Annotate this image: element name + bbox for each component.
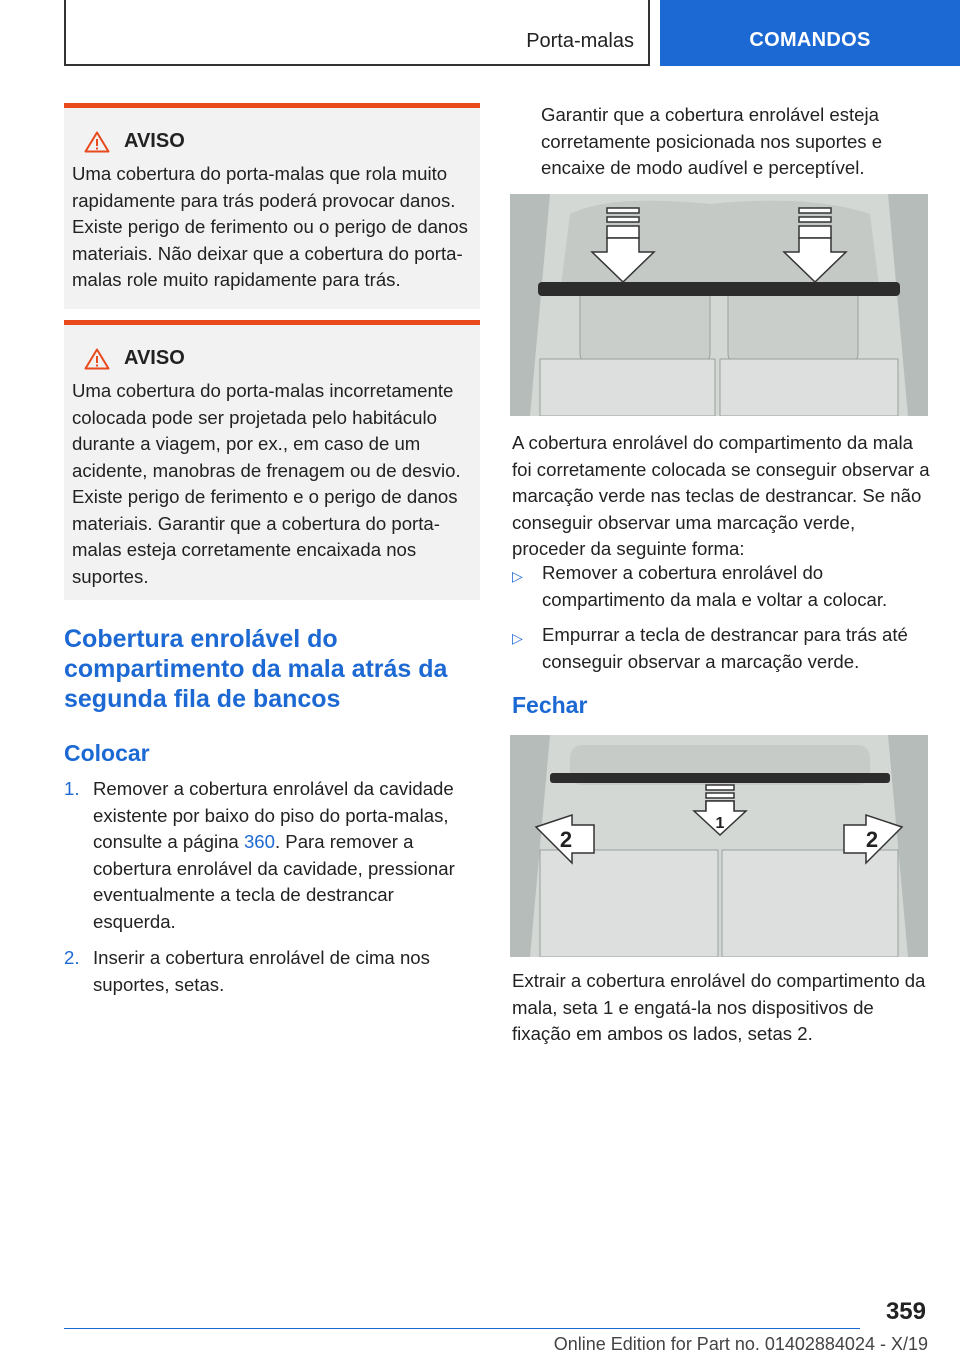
trunk-illustration (510, 735, 928, 957)
warning-triangle-icon (84, 131, 110, 153)
step-text-part: Remover a cobertura enrolável da cavidade existente por baixo do piso do porta-malas, consulte a página (93, 778, 454, 852)
trunk-illustration (510, 194, 928, 416)
header-frame (64, 0, 650, 66)
figure-cover-insert (510, 194, 928, 416)
warning-box-2 (64, 320, 480, 600)
step-text (93, 776, 480, 935)
step-number: 2. (64, 947, 80, 968)
figure-caption: A cobertura enrolável do compartimento da mala foi corretamente colocada se conseguir observar a marcação verde nas teclas de destrancar. Se não conseguir observar uma marcação verde, proceder da seguinte forma: (512, 432, 930, 559)
bullet-text: Empurrar a tecla de destrancar para trás até conseguir observar a marcação verde. (542, 624, 908, 672)
warning-triangle-icon (84, 348, 110, 370)
list-item (64, 945, 480, 998)
header-section-title: Porta-malas (526, 30, 634, 52)
footer-edition: Online Edition for Part no. 01402884024 - X/19 (553, 1334, 928, 1354)
fechar-text: Extrair a cobertura enrolável do compartimento da mala, seta 1 e engatá-la nos dispositivos de fixação em ambos os lados, setas 2. (512, 970, 926, 1044)
page-number: 359 (885, 1298, 926, 1325)
header-chapter-tab[interactable]: COMANDOS (660, 0, 960, 66)
steps-list (64, 776, 480, 1008)
arrow-label-1: 1 (715, 815, 725, 832)
footer-divider (64, 1328, 860, 1329)
arrow-label-2-right: 2 (865, 827, 879, 852)
arrow-label-2-left: 2 (559, 827, 573, 852)
warning-text: Uma cobertura do porta-malas incorretamente colocada pode ser projetada pelo habitáculo durante a viagem, por ex., em caso de um acidente, manobras de frenagem ou de desvio. Existe perigo de ferimento e o perigo de danos materiais. Garantir que a cobertura do porta-malas esteja corretamente encaixada nos suportes. (72, 380, 461, 587)
subheading-fechar: Fechar (512, 692, 588, 718)
warning-box-1 (64, 103, 480, 309)
step-number: 1. (64, 778, 80, 799)
step-text-part: . Para remover a cobertura enrolável da cavidade, pressionar eventualmente a tecla de destrancar esquerda. (93, 831, 455, 932)
bullet-triangle-icon: ▷ (512, 568, 523, 584)
step-text: Inserir a cobertura enrolável de cima nos suportes, setas. (93, 947, 430, 995)
subheading-colocar: Colocar (64, 740, 150, 766)
list-item (64, 776, 480, 935)
warning-text: Uma cobertura do porta-malas que rola muito rapidamente para trás poderá provocar danos. Existe perigo de ferimento ou o perigo de danos materiais. Não deixar que a cobertura do porta-malas role muito rapidamente para trás. (72, 163, 468, 290)
continuation-text: Garantir que a cobertura enrolável esteja corretamente posicionada nos suportes e encaixe de modo audível e perceptível. (541, 104, 883, 178)
bullet-text: Remover a cobertura enrolável do compartimento da mala e voltar a colocar. (542, 562, 888, 610)
list-item (512, 560, 928, 613)
list-item (512, 622, 928, 675)
page-reference-link[interactable]: 360 (243, 831, 275, 852)
section-heading: Cobertura enrolável do compartimento da mala atrás da segunda fila de bancos (64, 625, 448, 713)
bullet-list (512, 560, 928, 684)
figure-cover-close (510, 735, 928, 957)
warning-title: AVISO (124, 130, 185, 152)
warning-title: AVISO (124, 347, 185, 369)
bullet-triangle-icon: ▷ (512, 630, 523, 646)
